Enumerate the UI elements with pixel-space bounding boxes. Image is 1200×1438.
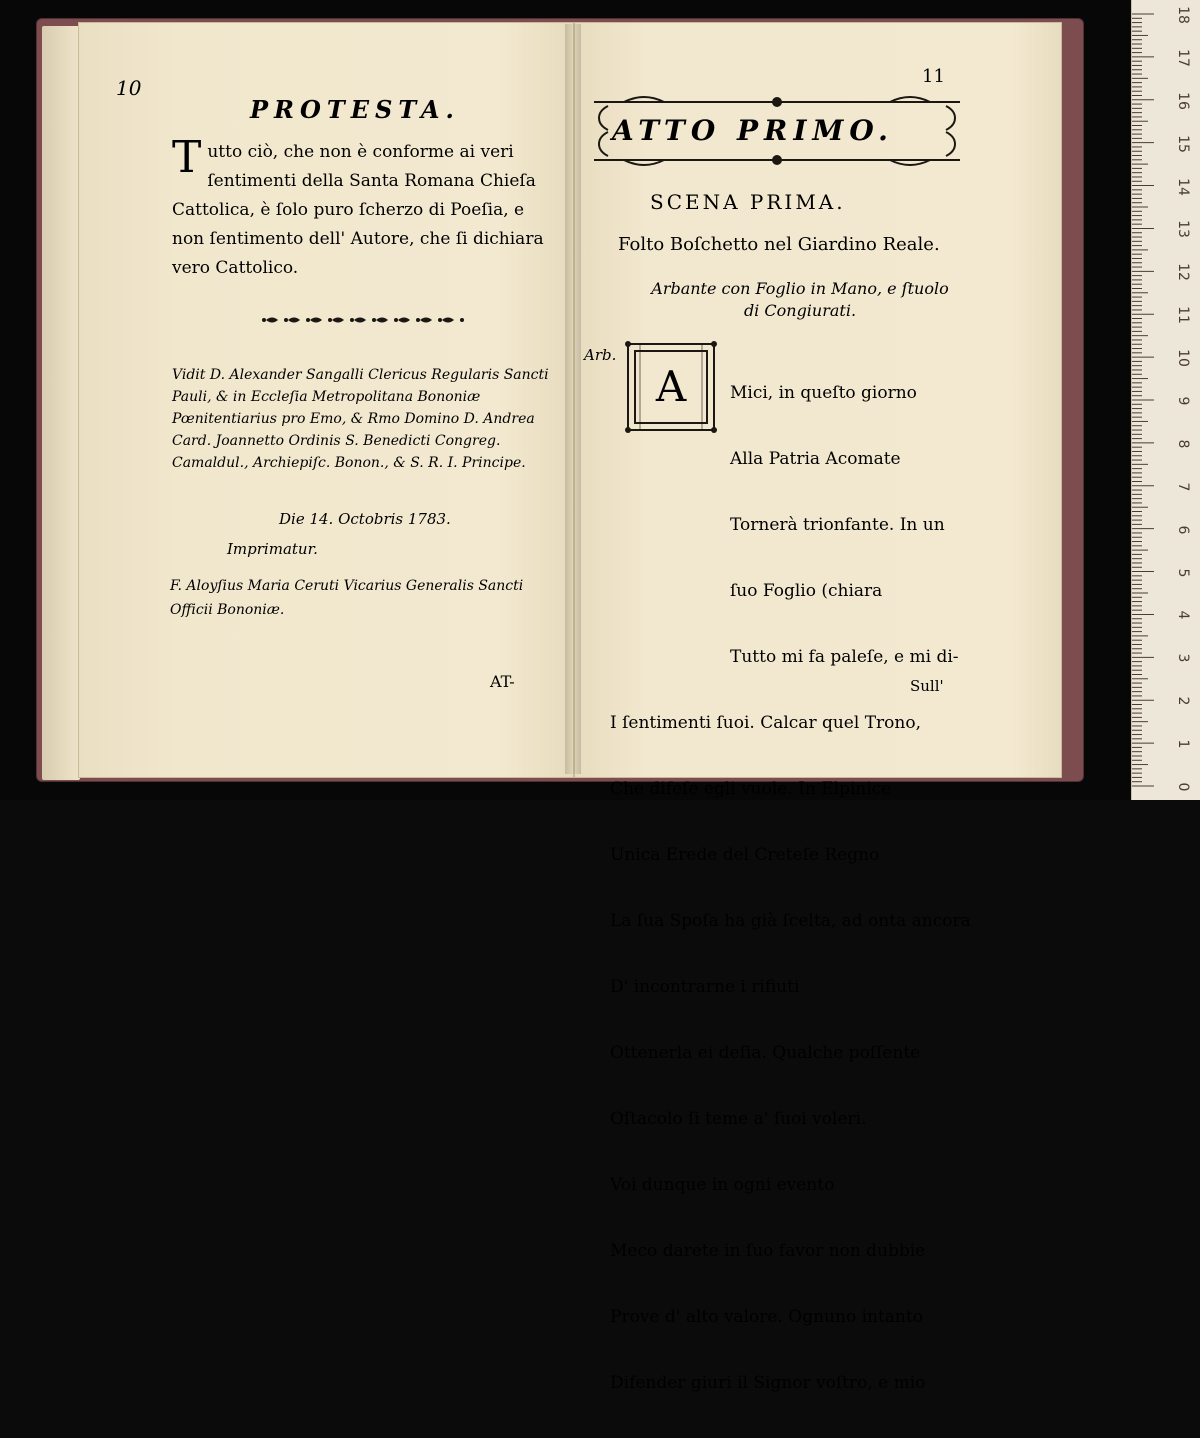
act-title: ATTO PRIMO. xyxy=(612,114,894,147)
signature-line: F. Aloyſius Maria Ceruti Vicarius Generalis Sancti Officii Bononiæ. xyxy=(170,578,524,618)
ruler-number: 18 xyxy=(1175,6,1191,24)
verse-line: Meco darete in ſuo favor non dubbie xyxy=(610,1241,926,1261)
verse-line: La ſua Spoſa ha già ſcelta, ad onta ancora xyxy=(610,911,971,931)
ruler-number: 8 xyxy=(1175,439,1191,449)
right-page-number: 11 xyxy=(922,66,945,87)
verse-line: D' incontrarne i rifiuti xyxy=(610,977,800,997)
date-line: Die 14. Octobris 1783. xyxy=(279,510,451,528)
protesta-text: utto ciò, che non è conforme ai veri ſentimenti della Santa Romana Chieſa Cattolica, è ſolo puro ſcherzo di Poeſia, e non ſentimento dell' Autore, che ſi dichiara vero Cattolico. xyxy=(172,142,544,278)
ruler-number: 3 xyxy=(1175,653,1191,663)
right-catchword: Sull' xyxy=(910,677,944,695)
initial-letter: A xyxy=(655,362,687,411)
decorative-ornament xyxy=(256,314,470,326)
ruler-number: 14 xyxy=(1175,177,1191,196)
verse-line: Tutto mi fa paleſe, e mi di- xyxy=(730,647,959,667)
ruler-number: 1 xyxy=(1175,739,1191,749)
stage-direction: Arbante con Foglio in Mano, e ſtuolo di Congiurati. xyxy=(651,279,949,320)
ruler-number: 4 xyxy=(1175,610,1191,620)
verse-line: Difender giuri il Signor voſtro, e mio xyxy=(610,1373,926,1393)
approval-text: Vidit D. Alexander Sangalli Clericus Regularis Sancti Pauli, & in Eccleſia Metropolitana Bononiæ Pœnitentiarius pro Emo, & Rmo Domino D. Andrea Card. Joannetto Ordinis S. Benedicti Congreg. Camaldul., Archiepiſc. Bonon., & S. R. I. Principe. xyxy=(172,367,549,471)
place-line: Folto Boſchetto nel Giardino Reale. xyxy=(618,234,940,255)
protesta-paragraph xyxy=(172,132,548,283)
ruler-number: 6 xyxy=(1175,525,1191,535)
ruler-number: 12 xyxy=(1175,263,1191,282)
ruler-number: 2 xyxy=(1175,696,1191,706)
verse-line: Alla Patria Acomate xyxy=(730,449,901,469)
ruler-number: 15 xyxy=(1175,134,1191,153)
ruler-number: 13 xyxy=(1175,220,1191,239)
protesta-dropcap: T xyxy=(172,132,202,183)
imprimatur-line: Imprimatur. xyxy=(227,540,318,558)
scene-title: SCENA PRIMA. xyxy=(650,190,846,214)
left-catchword: AT- xyxy=(490,672,515,691)
ruler-numbers xyxy=(1174,6,1192,792)
verse-line: Ottenerla ei deſia. Qualche poſſente xyxy=(610,1043,921,1063)
verse-line: I ſentimenti ſuoi. Calcar quel Trono, xyxy=(610,713,921,733)
ruler-number: 5 xyxy=(1175,568,1191,577)
ruler-number: 10 xyxy=(1175,349,1191,368)
speaker-label: Arb. xyxy=(584,346,617,364)
left-page-number: 10 xyxy=(116,76,142,100)
ruler-number: 9 xyxy=(1175,396,1191,406)
ruler-number: 0 xyxy=(1175,782,1191,792)
ruler-number: 17 xyxy=(1175,48,1191,67)
verse-line: ſuo Foglio (chiara xyxy=(730,581,883,601)
verse-line: Tornerà trionfante. In un xyxy=(730,515,945,535)
book-gutter xyxy=(565,24,581,774)
verse-line: Mici, in queſto giorno xyxy=(730,383,917,403)
left-page-title: PROTESTA. xyxy=(250,95,460,124)
ruler-number: 11 xyxy=(1175,306,1191,325)
measurement-ruler xyxy=(1131,0,1200,800)
ruler-number: 16 xyxy=(1175,91,1191,110)
verse-line: Prove d' alto valore. Ognuno intanto xyxy=(610,1307,923,1327)
verse-line: Unica Erede del Creteſe Regno xyxy=(610,845,880,865)
verse-block xyxy=(610,338,990,1438)
page-stack xyxy=(42,26,80,780)
verse-line: Che difeſe egli vuole. In Elpinice xyxy=(610,779,892,799)
verse-line: Oſtacolo ſi teme a' ſuoi voleri. xyxy=(610,1109,867,1129)
verse-line: Voi dunque in ogni evento xyxy=(610,1175,835,1195)
ruler-number: 7 xyxy=(1175,482,1191,492)
